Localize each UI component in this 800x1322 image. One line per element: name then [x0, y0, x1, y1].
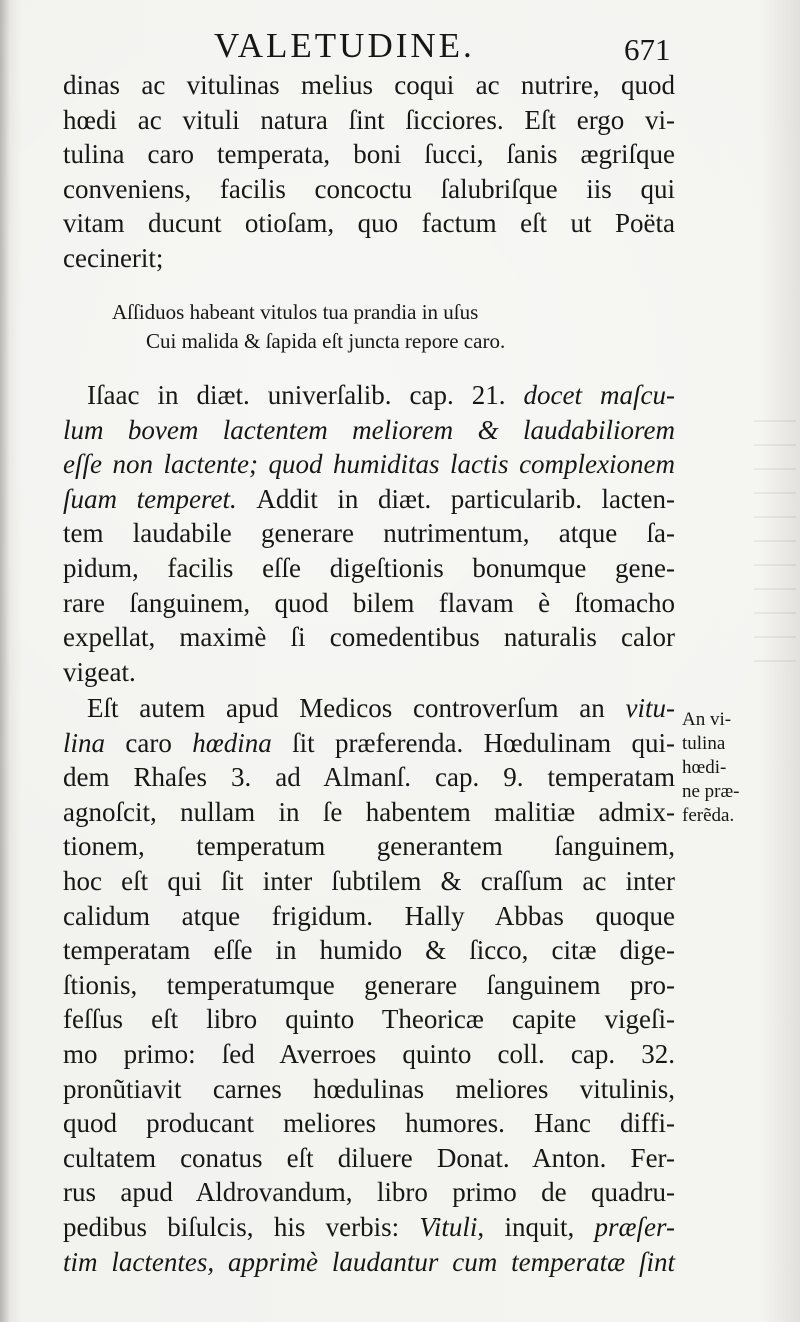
text-segment: feſſus eſt libro quinto Theoricæ capite vigeſi-: [63, 1004, 675, 1035]
text-segment: præſer-: [594, 1211, 675, 1242]
marginal-note-line-2: tulina: [682, 733, 726, 754]
text-segment: ſtionis, temperatumque generare ſanguinem pro-: [63, 969, 675, 1000]
text-segment: pronũtiavit carnes hœdulinas meliores vitulinis,: [63, 1073, 675, 1104]
quoted-verse: [112, 298, 632, 356]
paragraph-two-line-2: [63, 413, 675, 448]
marginal-note-line-1: An vi-: [682, 709, 732, 730]
text-segment: Iſaac in diæt. univerſalib. cap. 21.: [87, 380, 524, 410]
paragraph-two-line-9: [63, 655, 675, 690]
paragraph-one-line-3: tulina caro temperata, boni ſucci, ſanis ægriſque: [63, 139, 675, 170]
text-segment: quod producant meliores humores. Hanc diffi-: [63, 1108, 675, 1139]
paragraph-two-line-8: [63, 620, 675, 655]
paragraph-three-line-10: [63, 1002, 675, 1037]
paragraph-one: [63, 68, 675, 276]
paragraph-two-line-4: [63, 482, 675, 517]
paragraph-three-line-2: [63, 726, 675, 761]
text-segment: docet maſcu-: [523, 380, 675, 410]
verse-line-1: Aſſiduos habeant vitulos tua prandia in uſus: [112, 300, 479, 324]
paragraph-two: [63, 378, 675, 689]
paragraph-three-line-16: [63, 1210, 675, 1245]
marginal-note: [682, 708, 774, 828]
text-segment: pidum, facilis eſſe digeſtionis bonumque gene-: [63, 552, 675, 583]
text-segment: Vituli: [419, 1211, 478, 1242]
paragraph-three-line-12: [63, 1072, 675, 1107]
show-through-marginalia: [754, 420, 796, 670]
paragraph-three-line-17: [63, 1245, 675, 1280]
paragraph-one-line-5: vitam ducunt otioſam, quo factum eſt ut Poëta: [63, 208, 675, 239]
marginal-note-line-3: hœdi-: [682, 757, 727, 778]
paragraph-one-line-1: dinas ac vitulinas melius coqui ac nutrire, quod: [63, 70, 675, 100]
text-segment: pedibus biſulcis, his verbis:: [63, 1211, 420, 1242]
text-segment: eſſe non lactente; quod humiditas lactis complexionem: [63, 449, 675, 480]
text-segment: ſuam temperet.: [63, 483, 257, 514]
text-segment: agnoſcit, nullam in ſe habentem malitiæ admix-: [63, 796, 675, 827]
text-segment: Addit in diæt. particularib. lacten-: [256, 483, 675, 514]
text-segment: dem Rhaſes 3. ad Almanſ. cap. 9. temperatam: [63, 762, 675, 793]
text-segment: lum bovem lactentem meliorem & laudabiliorem: [63, 414, 675, 445]
paragraph-one-line-6: cecinerit;: [63, 242, 164, 273]
text-segment: lina: [63, 727, 106, 758]
marginal-note-line-5: ferẽda.: [682, 805, 735, 826]
paragraph-two-line-3: [63, 447, 675, 482]
paragraph-three-line-4: [63, 795, 675, 830]
text-segment: , inquit,: [477, 1211, 595, 1242]
marginal-note-line-4: ne præ-: [682, 781, 740, 802]
paragraph-two-line-7: [63, 586, 675, 621]
paragraph-three-line-14: [63, 1141, 675, 1176]
text-segment: vigeat.: [63, 656, 136, 687]
paragraph-three-line-15: [63, 1175, 675, 1210]
verse-line-2: Cui malida & ſapida eſt juncta repore caro.: [146, 329, 506, 353]
paragraph-three-line-8: [63, 933, 675, 968]
paragraph-one-line-2: hœdi ac vituli natura ſint ſicciores. Eſt ergo vi-: [63, 104, 675, 135]
paragraph-three-line-5: [63, 829, 675, 864]
text-segment: expellat, maximè ſi comedentibus naturalis calor: [63, 622, 675, 653]
text-segment: ſit præferenda. Hœdulinam qui-: [271, 727, 675, 758]
paragraph-one-line-4: conveniens, facilis concoctu ſalubriſque iis qui: [63, 173, 675, 204]
text-segment: calidum atque frigidum. Hally Abbas quoque: [63, 900, 675, 931]
running-header: [0, 22, 800, 68]
text-segment: cultatem conatus eſt diluere Donat. Anton. Fer-: [63, 1142, 675, 1173]
text-segment: hœdina: [192, 727, 272, 758]
paragraph-three-line-6: [63, 864, 675, 899]
text-segment: rare ſanguinem, quod bilem flavam è ſtomacho: [63, 587, 675, 618]
text-segment: rus apud Aldrovandum, libro primo de quadru-: [63, 1177, 675, 1208]
running-title: VALETUDINE.: [214, 26, 475, 65]
text-segment: caro: [105, 727, 193, 758]
text-segment: temperatam eſſe in humido & ſicco, citæ dige-: [63, 935, 675, 966]
page-shadow-edge: [0, 0, 10, 1322]
paragraph-three-line-9: [63, 968, 675, 1003]
paragraph-three-line-13: [63, 1106, 675, 1141]
paragraph-three-line-3: [63, 760, 675, 795]
text-segment: Eſt autem apud Medicos controverſum an: [87, 693, 626, 723]
text-segment: hoc eſt qui ſit inter ſubtilem & craſſum ac inter: [63, 865, 675, 896]
paragraph-two-line-5: [63, 516, 675, 551]
paragraph-three-line-1: [63, 691, 675, 726]
page-number: 671: [624, 32, 671, 67]
paragraph-three-line-7: [63, 899, 675, 934]
text-segment: tionem, temperatum generantem ſanguinem,: [63, 831, 675, 862]
paragraph-three: [63, 691, 675, 1279]
text-segment: vitu-: [625, 693, 675, 723]
paragraph-two-line-1: [63, 378, 675, 413]
text-segment: tim lactentes, apprimè laudantur cum temperatæ ſint: [63, 1246, 675, 1277]
paragraph-two-line-6: [63, 551, 675, 586]
text-segment: tem laudabile generare nutrimentum, atque ſa-: [63, 518, 675, 549]
text-segment: mo primo: ſed Averroes quinto coll. cap. 32.: [63, 1038, 675, 1069]
paragraph-three-line-11: [63, 1037, 675, 1072]
